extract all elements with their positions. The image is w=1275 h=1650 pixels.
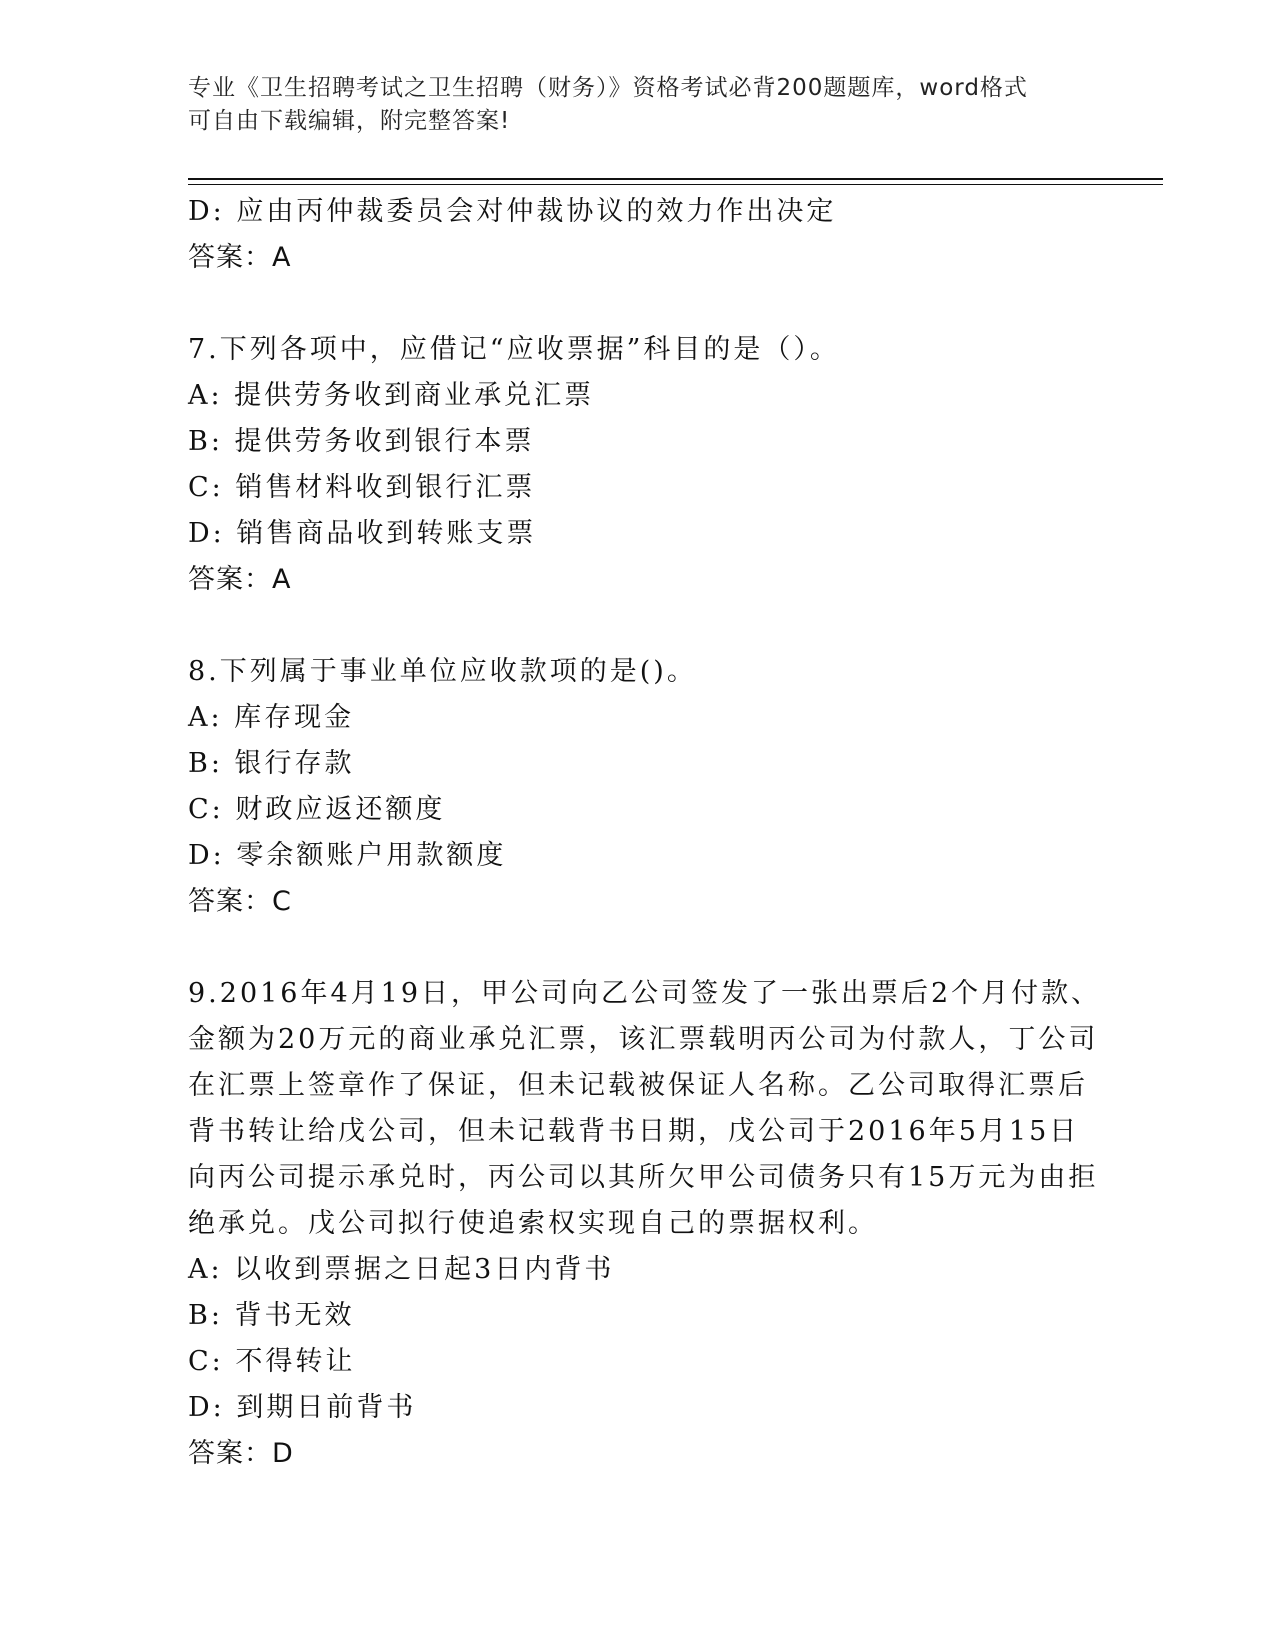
option-b: B: 提供劳务收到银行本票 (188, 426, 535, 457)
option-d: D: 零余额账户用款额度 (188, 840, 507, 871)
spacer (188, 603, 1088, 649)
question-stem-line: 金额为20万元的商业承兑汇票，该汇票载明丙公司为付款人，丁公司 (188, 1024, 1099, 1055)
header-divider-thin (188, 184, 1163, 185)
spacer (188, 925, 1088, 971)
question-8 (188, 649, 1088, 925)
question-stem-line: 绝承兑。戊公司拟行使追索权实现自己的票据权利。 (188, 1208, 878, 1239)
header-title-line-1: 专业《卫生招聘考试之卫生招聘（财务）》资格考试必背200题题库，word格式 (188, 75, 1028, 101)
header-title-line-2: 可自由下载编辑，附完整答案! (188, 108, 511, 134)
spacer (188, 281, 1088, 327)
question-7 (188, 327, 1088, 603)
option-a: A: 以收到票据之日起3日内背书 (188, 1254, 615, 1285)
option-c: C: 财政应返还额度 (188, 794, 446, 825)
option-c: C: 不得转让 (188, 1346, 356, 1377)
answer: 答案：A (188, 242, 292, 273)
answer: 答案：A (188, 564, 292, 595)
option-b: B: 背书无效 (188, 1300, 355, 1331)
question-stem: 7.下列各项中，应借记“应收票据”科目的是（）。 (188, 334, 840, 365)
option-b: B: 银行存款 (188, 748, 355, 779)
question-content (188, 189, 1102, 1477)
header-divider-thick (188, 178, 1163, 180)
question-stem-line: 在汇票上签章作了保证，但未记载被保证人名称。乙公司取得汇票后 (188, 1070, 1088, 1101)
option-c: C: 销售材料收到银行汇票 (188, 472, 536, 503)
option-d: D: 到期日前背书 (188, 1392, 417, 1423)
option-a: A: 提供劳务收到商业承兑汇票 (188, 380, 595, 411)
question-9 (188, 971, 1102, 1477)
question-stem-line: 背书转让给戊公司，但未记载背书日期，戊公司于2016年5月15日 (188, 1116, 1080, 1147)
option-d: D: 应由丙仲裁委员会对仲裁协议的效力作出决定 (188, 196, 837, 227)
question-stem-line: 向丙公司提示承兑时，丙公司以其所欠甲公司债务只有15万元为由拒 (188, 1162, 1099, 1193)
option-d: D: 销售商品收到转账支票 (188, 518, 537, 549)
answer: 答案：C (188, 886, 292, 917)
document-header (188, 72, 1068, 138)
question-stem-line: 9.2016年4月19日，甲公司向乙公司签发了一张出票后2个月付款、 (188, 978, 1102, 1009)
option-a: A: 库存现金 (188, 702, 355, 733)
question-6-tail (188, 189, 1088, 281)
question-stem: 8.下列属于事业单位应收款项的是()。 (188, 656, 697, 687)
answer: 答案：D (188, 1438, 294, 1469)
